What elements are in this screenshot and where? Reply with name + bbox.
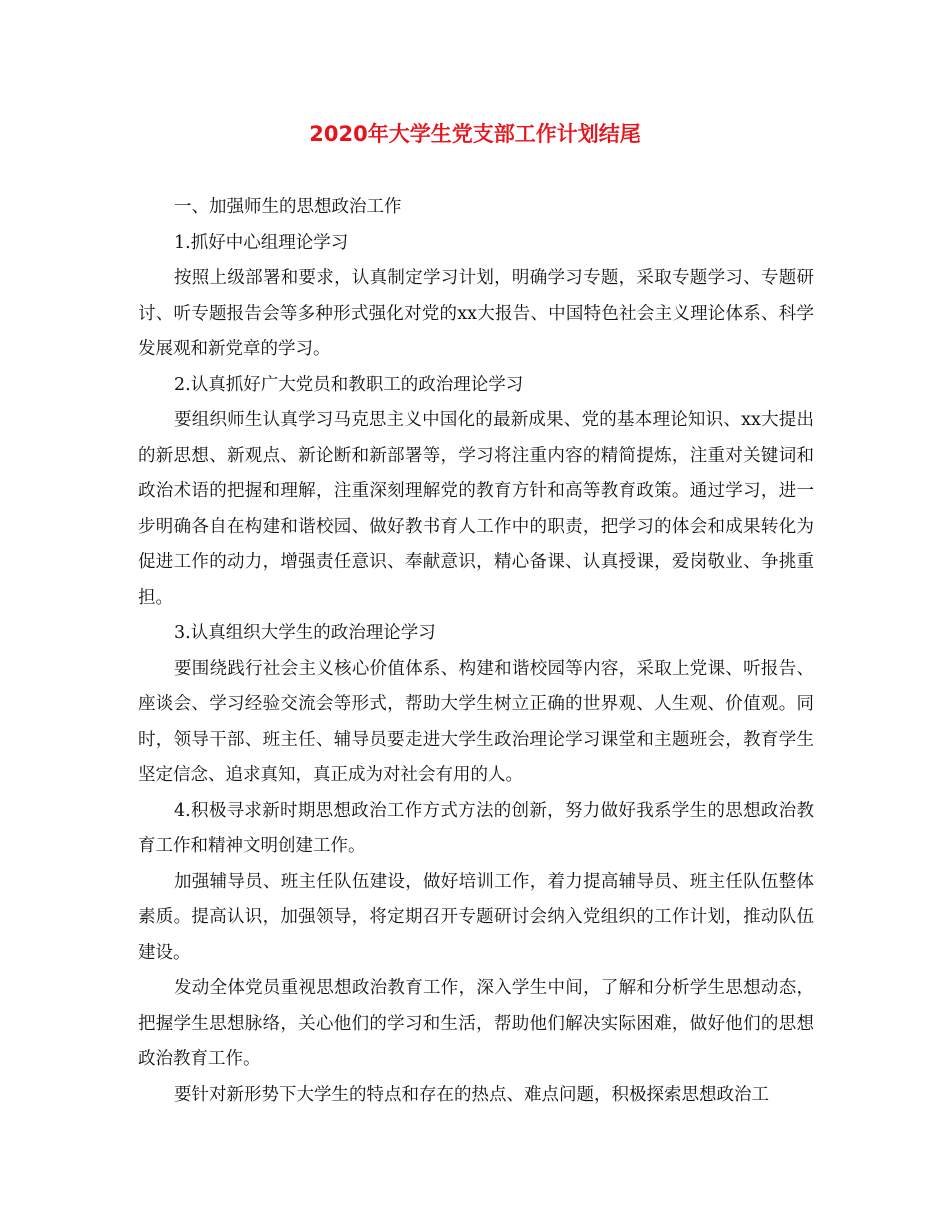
body-paragraph: 要组织师生认真学习马克思主义中国化的最新成果、党的基本理论知识、xx大提出的新思想、新观点、新论断和新部署等，学习将注重内容的精简提炼，注重对关键词和政治术语的把握和理解，注重深刻理解党的教育方针和高等教育政策。通过学习，进一步明确各自在构建和谐校园、做好教书育人工作中的职责，把学习的体会和成果转化为促进工作的动力，增强责任意识、奉献意识，精心备课、认真授课，爱岗敬业、争挑重担。 [138,410,814,608]
section-heading: 一、加强师生的思想政治工作 [174,197,402,217]
body-paragraph: 要针对新形势下大学生的特点和存在的热点、难点问题，积极探索思想政治工 [174,1084,769,1105]
body-paragraph: 按照上级部署和要求，认真制定学习计划，明确学习专题，采取专题学习、专题研讨、听专题报告会等多种形式强化对党的xx大报告、中国特色社会主义理论体系、科学发展观和新党章的学习。 [138,268,814,359]
body-paragraph: 要围绕践行社会主义核心价值体系、构建和谐校园等内容，采取上党课、听报告、座谈会、学习经验交流会等形式，帮助大学生树立正确的世界观、人生观、价值观。同时，领导干部、班主任、辅导员要走进大学生政治理论学习课堂和主题班会，教育学生坚定信念、追求真知，真正成为对社会有用的人。 [138,658,814,785]
document-body [138,190,814,1113]
body-paragraph: 发动全体党员重视思想政治教育工作，深入学生中间，了解和分析学生思想动态，把握学生思想脉络，关心他们的学习和生活，帮助他们解决实际困难，做好他们的思想政治教育工作。 [138,978,814,1069]
body-paragraph: 加强辅导员、班主任队伍建设，做好培训工作，着力提高辅导员、班主任队伍整体素质。提高认识，加强领导，将定期召开专题研讨会纳入党组织的工作计划，推动队伍建设。 [138,871,814,963]
document-title: 2020年大学生党支部工作计划结尾 [309,122,641,146]
subsection-heading: 4.积极寻求新时期思想政治工作方式方法的创新，努力做好我系学生的思想政治教育工作和精神文明创建工作。 [138,800,814,856]
subsection-heading: 3.认真组织大学生的政治理论学习 [174,623,436,643]
subsection-heading: 2.认真抓好广大党员和教职工的政治理论学习 [174,374,524,395]
subsection-heading: 1.抓好中心组理论学习 [174,232,349,253]
